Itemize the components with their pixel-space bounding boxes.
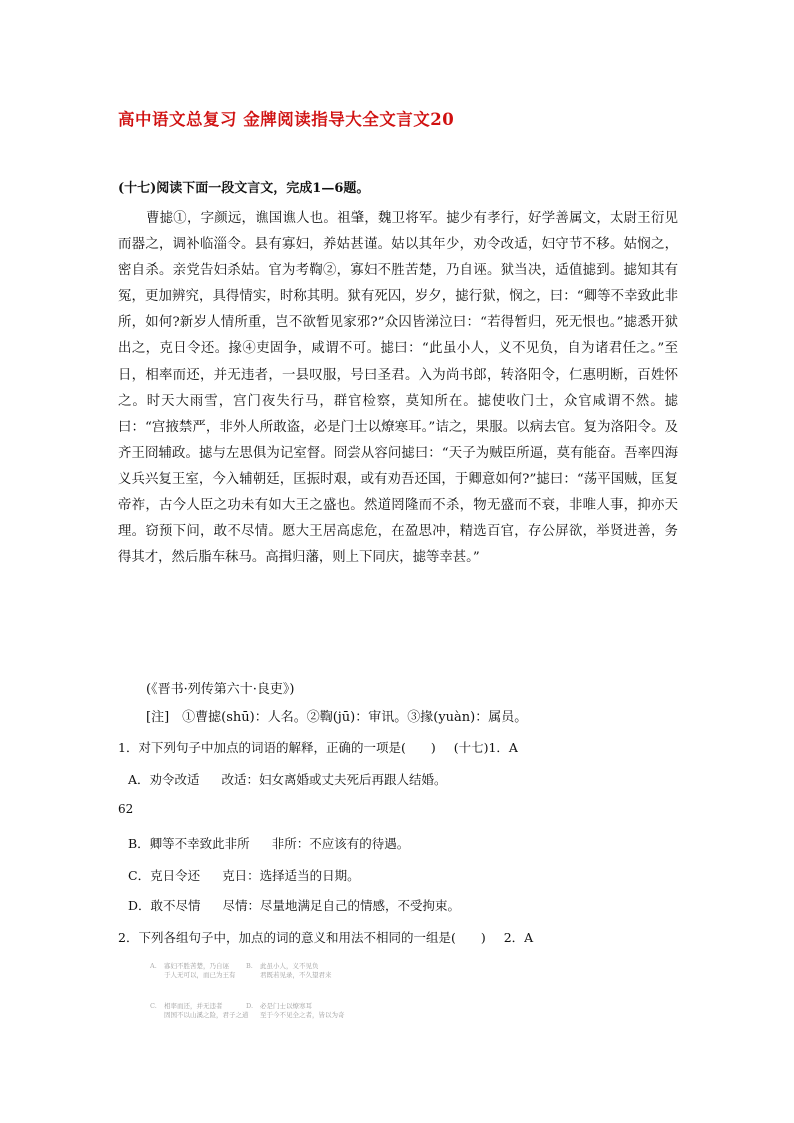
section-heading: (十七)阅读下面一段文言文，完成1—6题。 xyxy=(118,181,370,196)
q2-image-option-d: D. 必是门士以燎寒耳 至于今不见全之者，皆以为奇 xyxy=(246,1002,345,1019)
q1-option-a xyxy=(128,770,447,788)
q1-option-d xyxy=(128,896,460,914)
option-gloss: 尽情：尽量地满足自己的情感，不受拘束。 xyxy=(222,898,461,913)
question-2-answer: 2．A xyxy=(503,930,534,945)
q1-option-b xyxy=(128,834,409,852)
q2-image-option-b: B. 此虽小人，义不见负 君既若见录，不久望君来 xyxy=(246,962,332,979)
option-gloss: 克日：选择适当的日期。 xyxy=(222,868,360,883)
option-gloss: 非所：不应该有的待遇。 xyxy=(271,836,410,851)
question-1 xyxy=(118,738,518,756)
question-2-text: 2．下列各组句子中，加点的词的意义和用法不相同的一组是( ) xyxy=(118,930,486,945)
question-1-text: 1．对下列句子中加点的词语的解释，正确的一项是( ) xyxy=(118,740,436,755)
page-number: 62 xyxy=(118,802,134,816)
q2-image-option-c: C. 相率而还，并无违者 固国不以山溪之险，君子之道 xyxy=(150,1002,249,1019)
question-2 xyxy=(118,928,533,946)
question-1-answer: (十七)1．A xyxy=(453,740,518,755)
source-citation: (《晋书·列传第六十·良吏》) xyxy=(146,682,295,697)
passage xyxy=(118,206,678,571)
q1-option-c xyxy=(128,866,360,884)
q2-image-option-a: A. 寡妇不胜苦楚，乃自诬 于人无可以，而已为王有 xyxy=(150,962,236,979)
annotation-note: [注] ①曹摅(shū)：人名。②鞫(jū)：审讯。③掾(yuàn)：属员。 xyxy=(146,710,528,725)
option-label: B．卿等不幸致此非所 xyxy=(128,836,250,851)
option-label: D．敢不尽情 xyxy=(128,898,201,913)
passage-text: 曹摅①，字颜远，谯国谯人也。祖肇，魏卫将军。摅少有孝行，好学善属文，太尉王衍见而器之，调补临淄令。县有寡妇，养姑甚谨。姑以其年少，劝令改适，妇守节不移。姑悯之，密自杀。亲党告妇杀姑。官为考鞫②，寡妇不胜苦楚，乃自诬。狱当决，适值摅到。摅知其有冤，更加辨究，具得情实，时称其明。狱有死囚，岁夕，摅行狱，悯之，曰：“卿等不幸致此非所，如何?新岁人情所重，岂不欲暂见家邪?”众囚皆涕泣曰：“若得暂归，死无恨也。”摅悉开狱出之，克日令还。掾④吏固争，咸谓不可。摅曰：“此虽小人，义不见负，自为诸君任之。”至日，相率而还，并无违者，一县叹服，号曰圣君。入为尚书郎，转洛阳令，仁惠明断，百姓怀之。时天大雨雪，宫门夜失行马，群官检察，莫知所在。摅使收门士，众官咸谓不然。摅曰：“宫掖禁严，非外人所敢盗，必是门士以燎寒耳。”诘之，果服。以病去官。复为洛阳令。及齐王冏辅政。摅与左思俱为记室督。冏尝从容问摅曰：“天子为贼臣所逼，莫有能奋。吾率四海义兵兴复王室，今入辅朝廷，匡振时艰，或有劝吾还国，于卿意如何?”摅曰：“荡平国贼，匡复帝祚，古今人臣之功未有如大王之盛也。然道罔隆而不杀，物无盛而不衰，非唯人事，抑亦天理。窃预下问，敢不尽情。愿大王居高虑危，在盈思冲，精选百官，存公屏欲，举贤进善，务得其才，然后脂车秣马。高揖归藩，则上下同庆，摅等幸甚。” xyxy=(118,211,678,566)
document-title: 高中语文总复习 金牌阅读指导大全文言文20 xyxy=(118,110,455,129)
option-label: C．克日令还 xyxy=(128,868,201,883)
option-label: A．劝令改适 xyxy=(128,772,200,787)
option-gloss: 改适：妇女离婚或丈夫死后再跟人结婚。 xyxy=(221,772,447,787)
